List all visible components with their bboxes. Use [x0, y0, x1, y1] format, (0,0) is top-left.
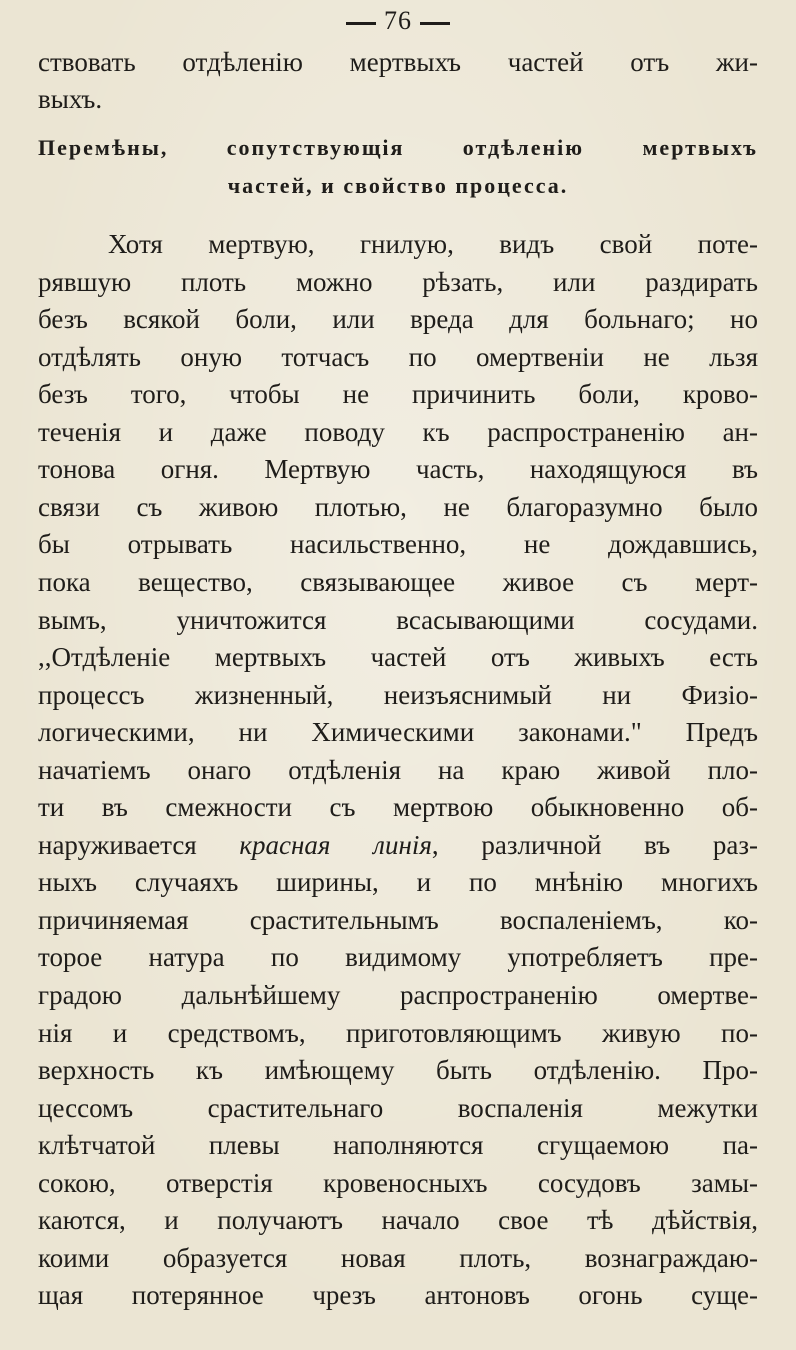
text-line: торое натура по видимому употребляетъ пре-: [38, 942, 758, 973]
text-line: щая потерянное чрезъ антоновъ огонь суще-: [38, 1280, 758, 1311]
text-line: процессъ жизненный, неизъяснимый ни Физіо-: [38, 679, 758, 710]
text-line: отдѣлять оную тотчасъ по омертвеніи не льзя: [38, 341, 758, 372]
text-line: причиняемая срастительнымъ воспаленіемъ, ко-: [38, 904, 758, 935]
text-line: градою дальнѣйшему распространенію омертве-: [38, 980, 758, 1010]
text-line: Хотя мертвую, гнилую, видъ свой поте-: [108, 229, 758, 259]
text-line: безъ всякой боли, или вреда для больнаго; но: [38, 304, 758, 335]
text-line: ти въ смежности съ мертвою обыкновенно об-: [38, 792, 758, 823]
text-line: ныхъ случаяхъ ширины, и по мнѣнію многихъ: [38, 867, 758, 898]
text-line: ,,Отдѣленіе мертвыхъ частей отъ живыхъ есть: [38, 642, 758, 673]
text-line: вымъ, уничтожится всасывающими сосудами.: [38, 604, 758, 635]
text-line: коими образуется новая плоть, вознаграждаю-: [38, 1242, 758, 1273]
text-line: тонова огня. Мертвую часть, находящуюся въ: [38, 454, 758, 485]
text-line: безъ того, чтобы не причинить боли, крово-: [38, 379, 758, 410]
text-line: связи съ живою плотью, не благоразумно было: [38, 491, 758, 522]
text-line: ствовать отдѣленію мертвыхъ частей отъ жи-: [38, 47, 758, 77]
section-heading: частей, и свойство процесса.: [227, 173, 569, 198]
text-line: цессомъ срастительнаго воспаленія межутки: [38, 1092, 758, 1123]
text-line: сокою, отверстія кровеносныхъ сосудовъ замы-: [38, 1167, 758, 1198]
page-number: [0, 6, 796, 36]
page-number-dash-right: [420, 22, 450, 25]
emphasized-term: красная линія: [239, 829, 432, 860]
text-line: нія и средствомъ, приготовляющимъ живую по-: [38, 1017, 758, 1048]
text-line: пока вещество, связывающее живое съ мерт-: [38, 566, 758, 597]
text-line: наруживается красная линія, различной въ раз-: [38, 829, 758, 860]
page-number-text: 76: [384, 6, 412, 35]
text-line: клѣтчатой плевы наполняются сгущаемою па-: [38, 1130, 758, 1161]
page-number-dash-left: [346, 22, 376, 25]
text-line: теченія и даже поводу къ распространенію ан-: [38, 416, 758, 447]
text-line: верхность къ имѣющему быть отдѣленію. Про-: [38, 1055, 758, 1086]
section-heading: Перемѣны, сопутствующія отдѣленію мертвыхъ: [38, 135, 758, 160]
text-line: выхъ.: [38, 84, 103, 114]
text-line: рявшую плоть можно рѣзать, или раздирать: [38, 266, 758, 297]
text-line: бы отрывать насильственно, не дождавшись,: [38, 529, 758, 560]
text-line: каются, и получаютъ начало свое тѣ дѣйствія,: [38, 1205, 758, 1236]
text-line: начатіемъ онаго отдѣленія на краю живой пло-: [38, 754, 758, 785]
text-line: логическими, ни Химическими законами." Предъ: [38, 717, 758, 748]
